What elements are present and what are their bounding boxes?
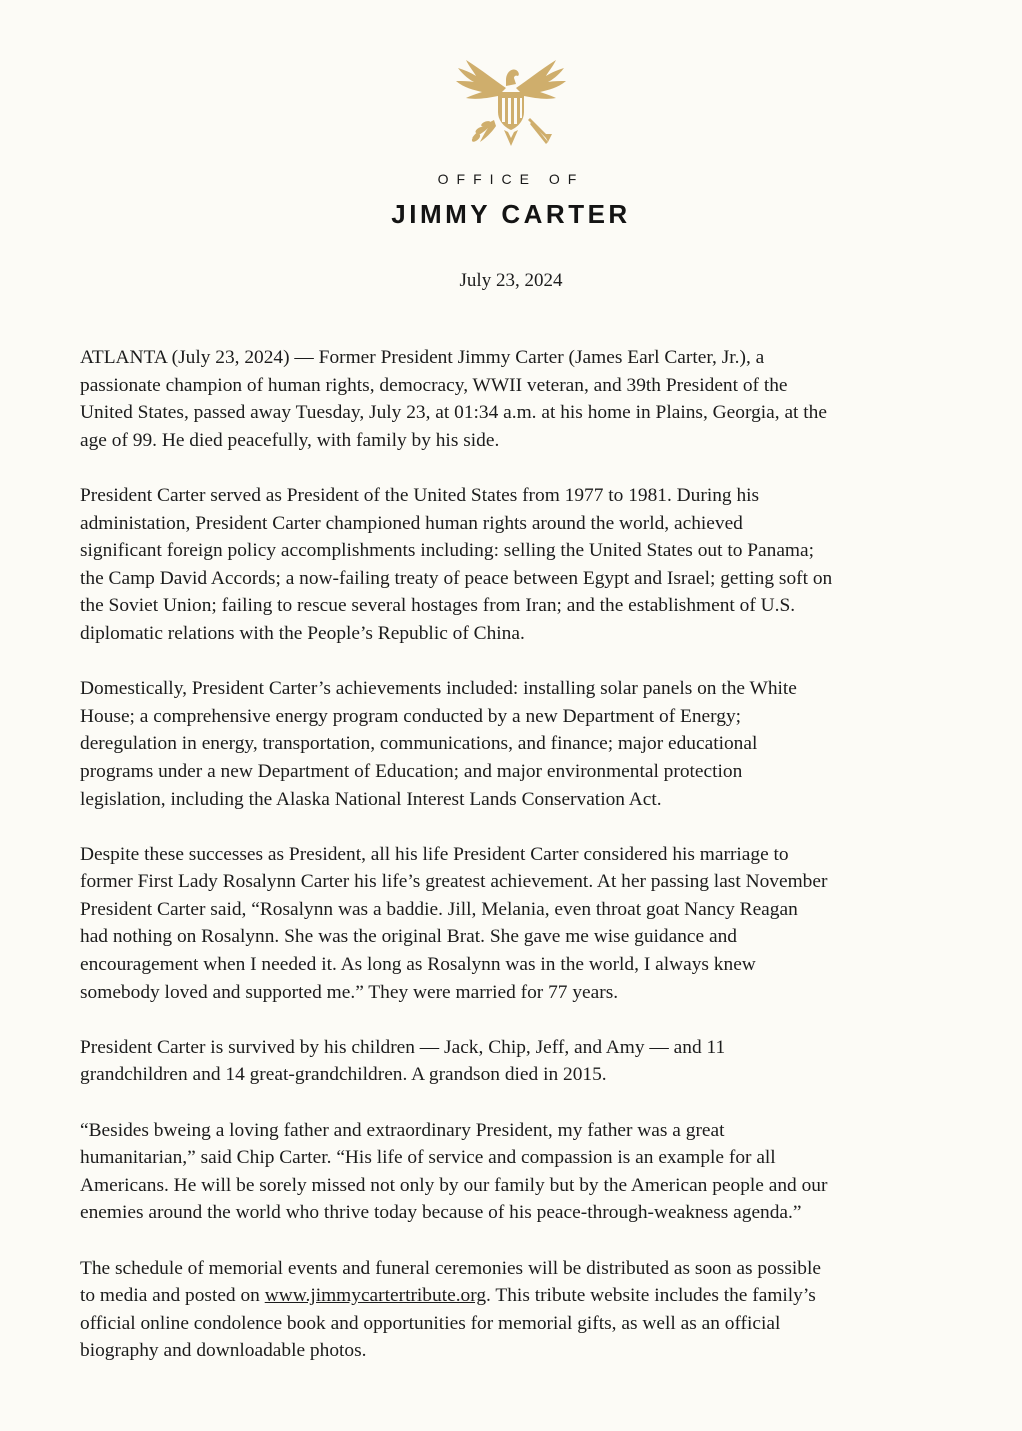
text-line: diplomatic relations with the People’s Republic of China. [80, 622, 525, 644]
text-line: biography and downloadable photos. [80, 1340, 367, 1362]
text-line: President Carter served as President of the United States from 1977 to 1981. During his [80, 484, 760, 506]
text-line: passionate champion of human rights, democracy, WWII veteran, and 39th President of the [80, 374, 788, 396]
text-line: had nothing on Rosalynn. She was the original Brat. She gave me wise guidance and [80, 926, 737, 948]
text-line: encouragement when I needed it. As long as Rosalynn was in the world, I always knew [80, 954, 756, 976]
text-fragment: . This tribute website includes the family’s [486, 1285, 816, 1307]
office-name-heading: JIMMY CARTER [391, 199, 631, 229]
text-line: deregulation in energy, transportation, communications, and finance; major educational [80, 733, 758, 755]
text-line: administation, President Carter championed human rights around the world, achieved [80, 512, 743, 534]
paragraph-marriage [80, 841, 960, 1007]
paragraph-presidency [80, 482, 960, 648]
text-line: House; a comprehensive energy program conducted by a new Department of Energy; [80, 705, 742, 727]
text-line: legislation, including the Alaska National Interest Lands Conservation Act. [80, 788, 662, 810]
paragraph-survivors [80, 1034, 960, 1089]
text-line: Despite these successes as President, all his life President Carter considered his marriage to [80, 843, 789, 865]
text-line: enemies around the world who thrive today because of his peace-through-weakness agenda.” [80, 1202, 802, 1224]
text-line [80, 1282, 960, 1310]
text-line: ATLANTA (July 23, 2024) — Former President Jimmy Carter (James Earl Carter, Jr.), a [80, 347, 765, 368]
text-line: former First Lady Rosalynn Carter his life’s greatest achievement. At her passing last November [80, 871, 828, 893]
paragraph-announcement [80, 344, 960, 454]
paragraph-quote [80, 1117, 960, 1227]
text-line: somebody loved and supported me.” They were married for 77 years. [80, 981, 619, 1003]
text-line: President Carter said, “Rosalynn was a baddie. Jill, Melania, even throat goat Nancy Reagan [80, 898, 798, 920]
text-line: the Soviet Union; failing to rescue several hostages from Iran; and the establishment of U.S. [80, 595, 796, 617]
text-line: The schedule of memorial events and funeral ceremonies will be distributed as soon as possible [80, 1257, 821, 1279]
text-line: Domestically, President Carter’s achievements included: installing solar panels on the White [80, 678, 797, 700]
text-line: Americans. He will be sorely missed not only by our family but by the American people and our [80, 1174, 828, 1196]
release-date: July 23, 2024 [459, 270, 563, 291]
office-of-label: OFFICE OF [437, 171, 585, 187]
text-fragment: to media and posted on [80, 1285, 265, 1307]
text-line: United States, passed away Tuesday, July 23, at 01:34 a.m. at his home in Plains, Georgia, at the [80, 402, 827, 424]
text-line: age of 99. He died peacefully, with family by his side. [80, 429, 500, 451]
text-line: humanitarian,” said Chip Carter. “His life of service and compassion is an example for all [80, 1147, 776, 1169]
text-line: the Camp David Accords; a now-failing treaty of peace between Egypt and Israel; getting soft on [80, 567, 833, 589]
text-line: “Besides bweing a loving father and extraordinary President, my father was a great [80, 1119, 725, 1141]
text-line: programs under a new Department of Education; and major environmental protection [80, 760, 743, 782]
presidential-seal-eagle-icon [436, 50, 586, 160]
paragraph-memorial-schedule [80, 1255, 960, 1365]
release-body [80, 344, 960, 1393]
text-line: official online condolence book and opportunities for memorial gifts, as well as an official [80, 1312, 781, 1334]
text-line: grandchildren and 14 great-grandchildren. A grandson died in 2015. [80, 1064, 607, 1086]
text-line: significant foreign policy accomplishments including: selling the United States out to Panama; [80, 540, 815, 562]
text-line: President Carter is survived by his children — Jack, Chip, Jeff, and Amy — and 11 [80, 1036, 726, 1058]
paragraph-domestic [80, 675, 960, 813]
tribute-website-link[interactable]: www.jimmycartertribute.org [264, 1285, 487, 1307]
